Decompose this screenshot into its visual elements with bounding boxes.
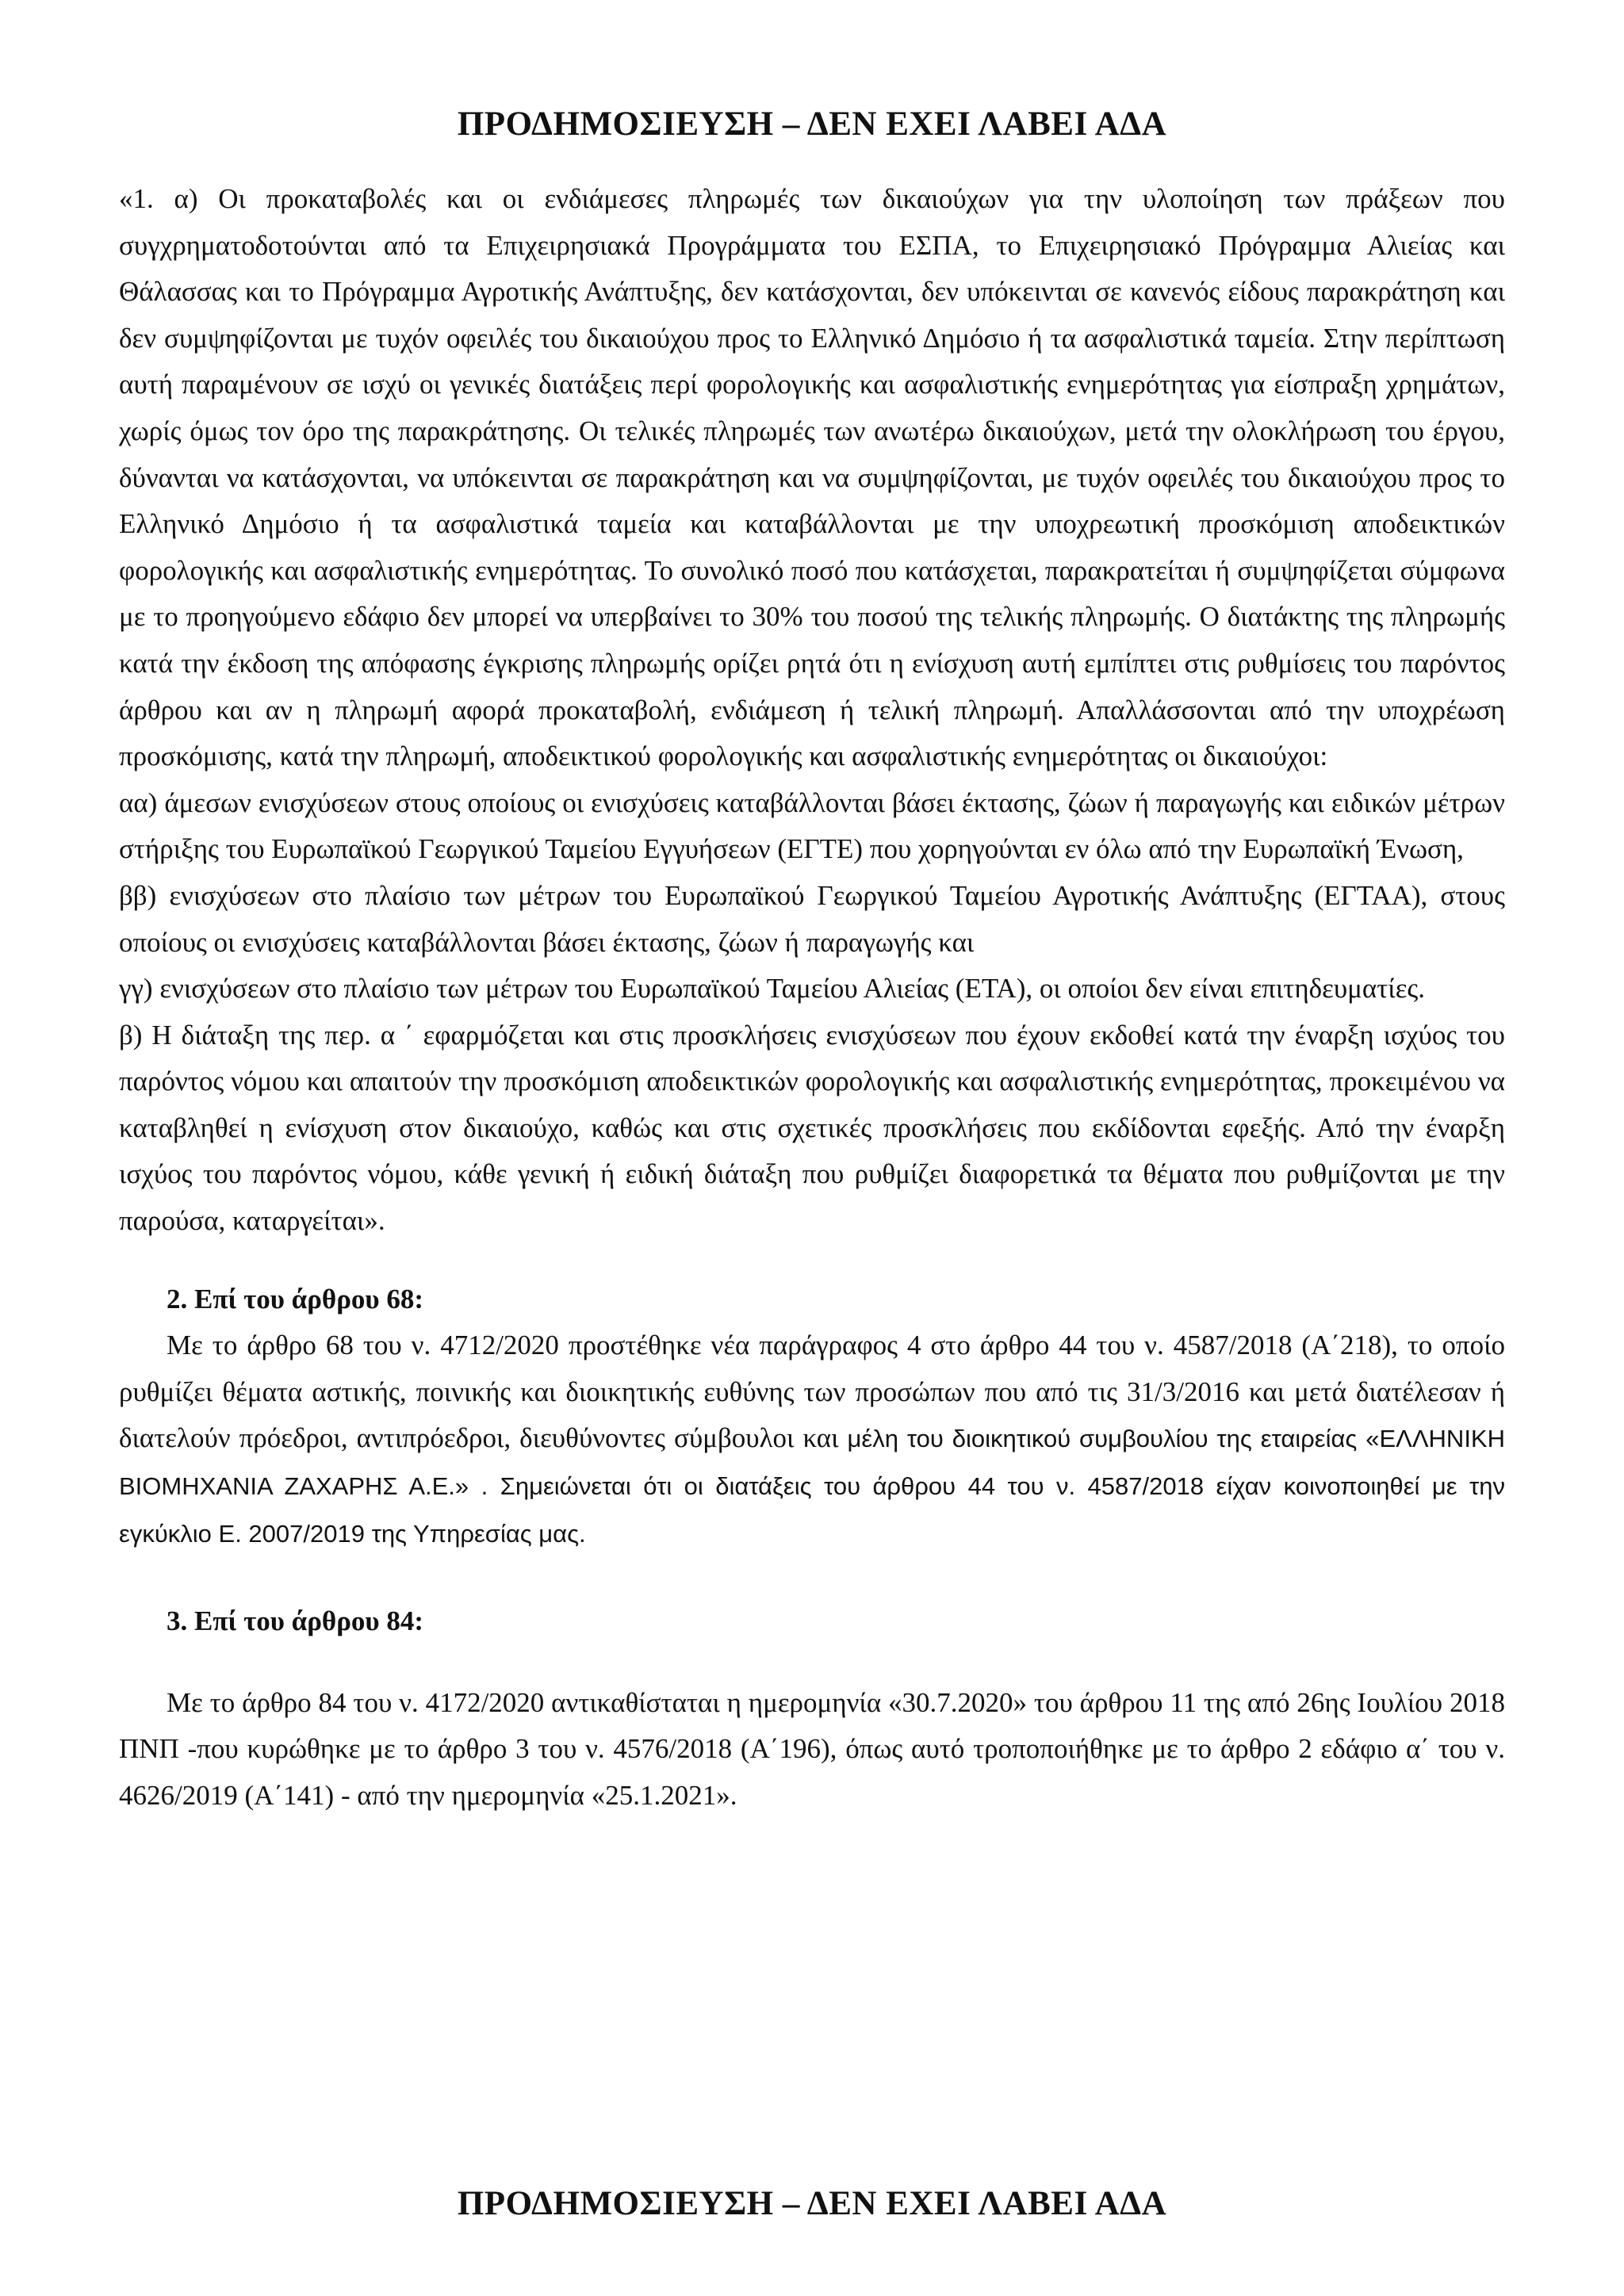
document-page	[119, 87, 1505, 2244]
section-3-heading: 3. Επί του άρθρου 84:	[167, 1605, 424, 1637]
spacer	[119, 1245, 1505, 1276]
spacer	[119, 1645, 1505, 1680]
document-body	[119, 176, 1505, 1820]
list-item-gg: γγ) ενισχύσεων στο πλαίσιο των μέτρων του Ευρωπαϊκού Ταμείου Αλιείας (ΕΤΑ), οι οποίοι δεν είναι επιτηδευματίες.	[119, 973, 1426, 1004]
pre-publication-banner-top: ΠΡΟΔΗΜΟΣΙΕΥΣΗ – ΔΕΝ ΕΧΕΙ ΛΑΒΕΙ ΑΔΑ	[457, 105, 1167, 143]
list-item-bb: ββ) ενισχύσεων στο πλαίσιο των μέτρων του Ευρωπαϊκού Γεωργικού Ταμείου Αγροτικής Ανάπτυξης (ΕΓΤΑΑ), στους οποίους οι ενισχύσεις καταβάλλονται βάσει έκτασης, ζώων ή παραγωγής και	[119, 879, 1505, 958]
section-2-text-serif: Με το άρθρο 68 του ν. 4712/2020 προστέθηκε νέα παράγραφος 4 στο άρθρο 44 του ν. 4587/2018 (Α΄218), το οποίο ρυθμίζει θέματα αστικής, ποινικής και διοικητικής ευθύνης των προσώπων που από τις 31/3/2016 και μετά διατέλεσαν ή διατελούν πρόεδροι, αντιπρόεδροι, διευθύνοντες σύμβουλοι και	[119, 1330, 1505, 1454]
pre-publication-banner-bottom: ΠΡΟΔΗΜΟΣΙΕΥΣΗ – ΔΕΝ ΕΧΕΙ ΛΑΒΕΙ ΑΔΑ	[457, 2185, 1167, 2222]
section-2-text-sans: μέλη του διοικητικού συμβουλίου της εταιρείας «ΕΛΛΗΝΙΚΗ ΒΙΟΜΗΧΑΝΙΑ ΖΑΧΑΡΗΣ Α.Ε.» . Σημειώνεται ότι οι διατάξεις του άρθρου 44 του ν. 4587/2018 είχαν κοινοποιηθεί με την εγκύκλιο Ε. 2007/2019 της Υπηρεσίας μας.	[119, 1425, 1505, 1548]
section-3-text: Με το άρθρο 84 του ν. 4172/2020 αντικαθίσταται η ημερομηνία «30.7.2020» του άρθρου 11 της από 26ης Ιουλίου 2018 ΠΝΠ -που κυρώθηκε με το άρθρο 3 του ν. 4576/2018 (Α΄196), όπως αυτό τροποποιήθηκε με το άρθρο 2 εδάφιο α΄ του ν. 4626/2019 (Α΄141) - από την ημερομηνία «25.1.2021».	[119, 1686, 1505, 1811]
paragraph-b: β) Η διάταξη της περ. α ΄ εφαρμόζεται και στις προσκλήσεις ενισχύσεων που έχουν εκδοθεί κατά την έναρξη ισχύος του παρόντος νόμου και απαιτούν την προσκόμιση αποδεικτικών φορολογικής και ασφαλιστικής ενημερότητας, προκειμένου να καταβληθεί η ενίσχυση στον δικαιούχο, καθώς και στις σχετικές προσκλήσεις που εκδίδονται εφεξής. Από την έναρξη ισχύος του παρόντος νόμου, κάθε γενική ή ειδική διάταξη που ρυθμίζει διαφορετικά τα θέματα που ρυθμίζονται με την παρούσα, καταργείται».	[119, 1019, 1505, 1237]
spacer	[119, 1557, 1505, 1598]
section-2-text	[119, 1322, 1505, 1557]
list-item-aa: αα) άμεσων ενισχύσεων στους οποίους οι ενισχύσεις καταβάλλονται βάσει έκτασης, ζώων ή παραγωγής και ειδικών μέτρων στήριξης του Ευρωπαϊκού Γεωργικού Ταμείου Εγγυήσεων (ΕΓΤΕ) που χορηγούνται εν όλω από την Ευρωπαϊκή Ένωση,	[119, 786, 1505, 865]
section-2-heading: 2. Επί του άρθρου 68:	[167, 1283, 424, 1314]
paragraph-1: «1. α) Οι προκαταβολές και οι ενδιάμεσες πληρωμές των δικαιούχων για την υλοποίηση των πράξεων που συγχρηματοδοτούνται από τα Επιχειρησιακά Προγράμματα του ΕΣΠΑ, το Επιχειρησιακό Πρόγραμμα Αλιείας και Θάλασσας και το Πρόγραμμα Αγροτικής Ανάπτυξης, δεν κατάσχονται, δεν υπόκεινται σε κανενός είδους παρακράτηση και δεν συμψηφίζονται με τυχόν οφειλές του δικαιούχου προς το Ελληνικό Δημόσιο ή τα ασφαλιστικά ταμεία. Στην περίπτωση αυτή παραμένουν σε ισχύ οι γενικές διατάξεις περί φορολογικής και ασφαλιστικής ενημερότητας για είσπραξη χρημάτων, χωρίς όμως τον όρο της παρακράτησης. Οι τελικές πληρωμές των ανωτέρω δικαιούχων, μετά την ολοκλήρωση του έργου, δύνανται να κατάσχονται, να υπόκεινται σε παρακράτηση και να συμψηφίζονται, με τυχόν οφειλές του δικαιούχου προς το Ελληνικό Δημόσιο ή τα ασφαλιστικά ταμεία και καταβάλλονται με την υποχρεωτική προσκόμιση αποδεικτικών φορολογικής και ασφαλιστικής ενημερότητας. Το συνολικό ποσό που κατάσχεται, παρακρατείται ή συμψηφίζεται σύμφωνα με το προηγούμενο εδάφιο δεν μπορεί να υπερβαίνει το 30% του ποσού της τελικής πληρωμής. Ο διατάκτης της πληρωμής κατά την έκδοση της απόφασης έγκρισης πληρωμής ορίζει ρητά ότι η ενίσχυση αυτή εμπίπτει στις ρυθμίσεις του παρόντος άρθρου και αν η πληρωμή αφορά προκαταβολή, ενδιάμεση ή τελική πληρωμή. Απαλλάσσονται από την υποχρέωση προσκόμισης, κατά την πληρωμή, αποδεικτικού φορολογικής και ασφαλιστικής ενημερότητας οι δικαιούχοι:	[119, 183, 1505, 772]
